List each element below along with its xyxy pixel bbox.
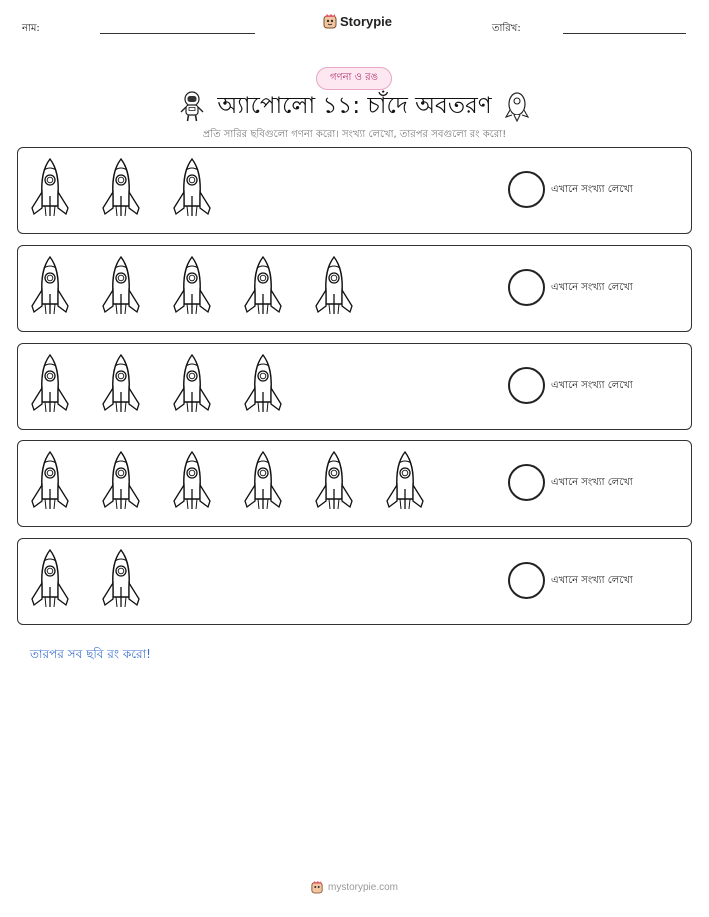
- title-row: [0, 88, 709, 124]
- rocket-picture-icon: [100, 547, 142, 613]
- rocket-picture-icon: [100, 352, 142, 418]
- brand-logo: [323, 13, 392, 29]
- rocket-picture-icon: [242, 352, 284, 418]
- rocket-picture-icon: [29, 254, 71, 320]
- answer-label: এখানে সংখ্যা লেখো: [551, 477, 633, 488]
- answer-circle[interactable]: [508, 562, 545, 599]
- rocket-picture-icon: [29, 352, 71, 418]
- name-line: [100, 33, 255, 34]
- answer-label: এখানে সংখ্যা লেখো: [551, 184, 633, 195]
- rocket-picture-icon: [171, 254, 213, 320]
- rocket-picture-icon: [384, 449, 426, 515]
- rocket-icon: [504, 90, 530, 122]
- brand-name: Storypie: [340, 13, 393, 29]
- rocket-picture-icon: [313, 449, 355, 515]
- counting-row: [17, 440, 692, 527]
- page-title: অ্যাপোলো ১১: চাঁদে অবতরণ: [217, 92, 492, 119]
- date-line: [563, 33, 686, 34]
- answer-circle[interactable]: [508, 367, 545, 404]
- rocket-picture-icon: [242, 449, 284, 515]
- answer-label: এখানে সংখ্যা লেখো: [551, 282, 633, 293]
- date-label: তারিখ:: [492, 23, 521, 34]
- counting-row: [17, 245, 692, 332]
- answer-circle[interactable]: [508, 171, 545, 208]
- name-label: নাম:: [22, 23, 40, 34]
- counting-row: [17, 343, 692, 430]
- rocket-picture-icon: [313, 254, 355, 320]
- rocket-picture-icon: [171, 449, 213, 515]
- rocket-picture-icon: [29, 449, 71, 515]
- instructions: প্রতি সারির ছবিগুলো গণনা করো। সংখ্যা লেখো, তারপর সবগুলো রং করো!: [202, 129, 507, 140]
- answer-circle[interactable]: [508, 464, 545, 501]
- answer-label: এখানে সংখ্যা লেখো: [551, 575, 633, 586]
- worksheet-header: [0, 0, 709, 50]
- rocket-picture-icon: [242, 254, 284, 320]
- rocket-picture-icon: [171, 156, 213, 222]
- storypie-logo-icon: [311, 880, 323, 894]
- astronaut-icon: [179, 90, 205, 122]
- answer-circle[interactable]: [508, 269, 545, 306]
- rocket-picture-icon: [100, 254, 142, 320]
- counting-row: [17, 147, 692, 234]
- category-badge: গণনা ও রঙ: [316, 67, 392, 90]
- rocket-picture-icon: [29, 547, 71, 613]
- rocket-picture-icon: [100, 156, 142, 222]
- storypie-logo-icon: [323, 13, 337, 29]
- answer-label: এখানে সংখ্যা লেখো: [551, 380, 633, 391]
- footer: [0, 880, 709, 894]
- rocket-picture-icon: [100, 449, 142, 515]
- rocket-picture-icon: [171, 352, 213, 418]
- footer-url: mystorypie.com: [327, 881, 398, 893]
- final-instruction: তারপর সব ছবি রং করো!: [30, 647, 151, 661]
- counting-row: [17, 538, 692, 625]
- rocket-picture-icon: [29, 156, 71, 222]
